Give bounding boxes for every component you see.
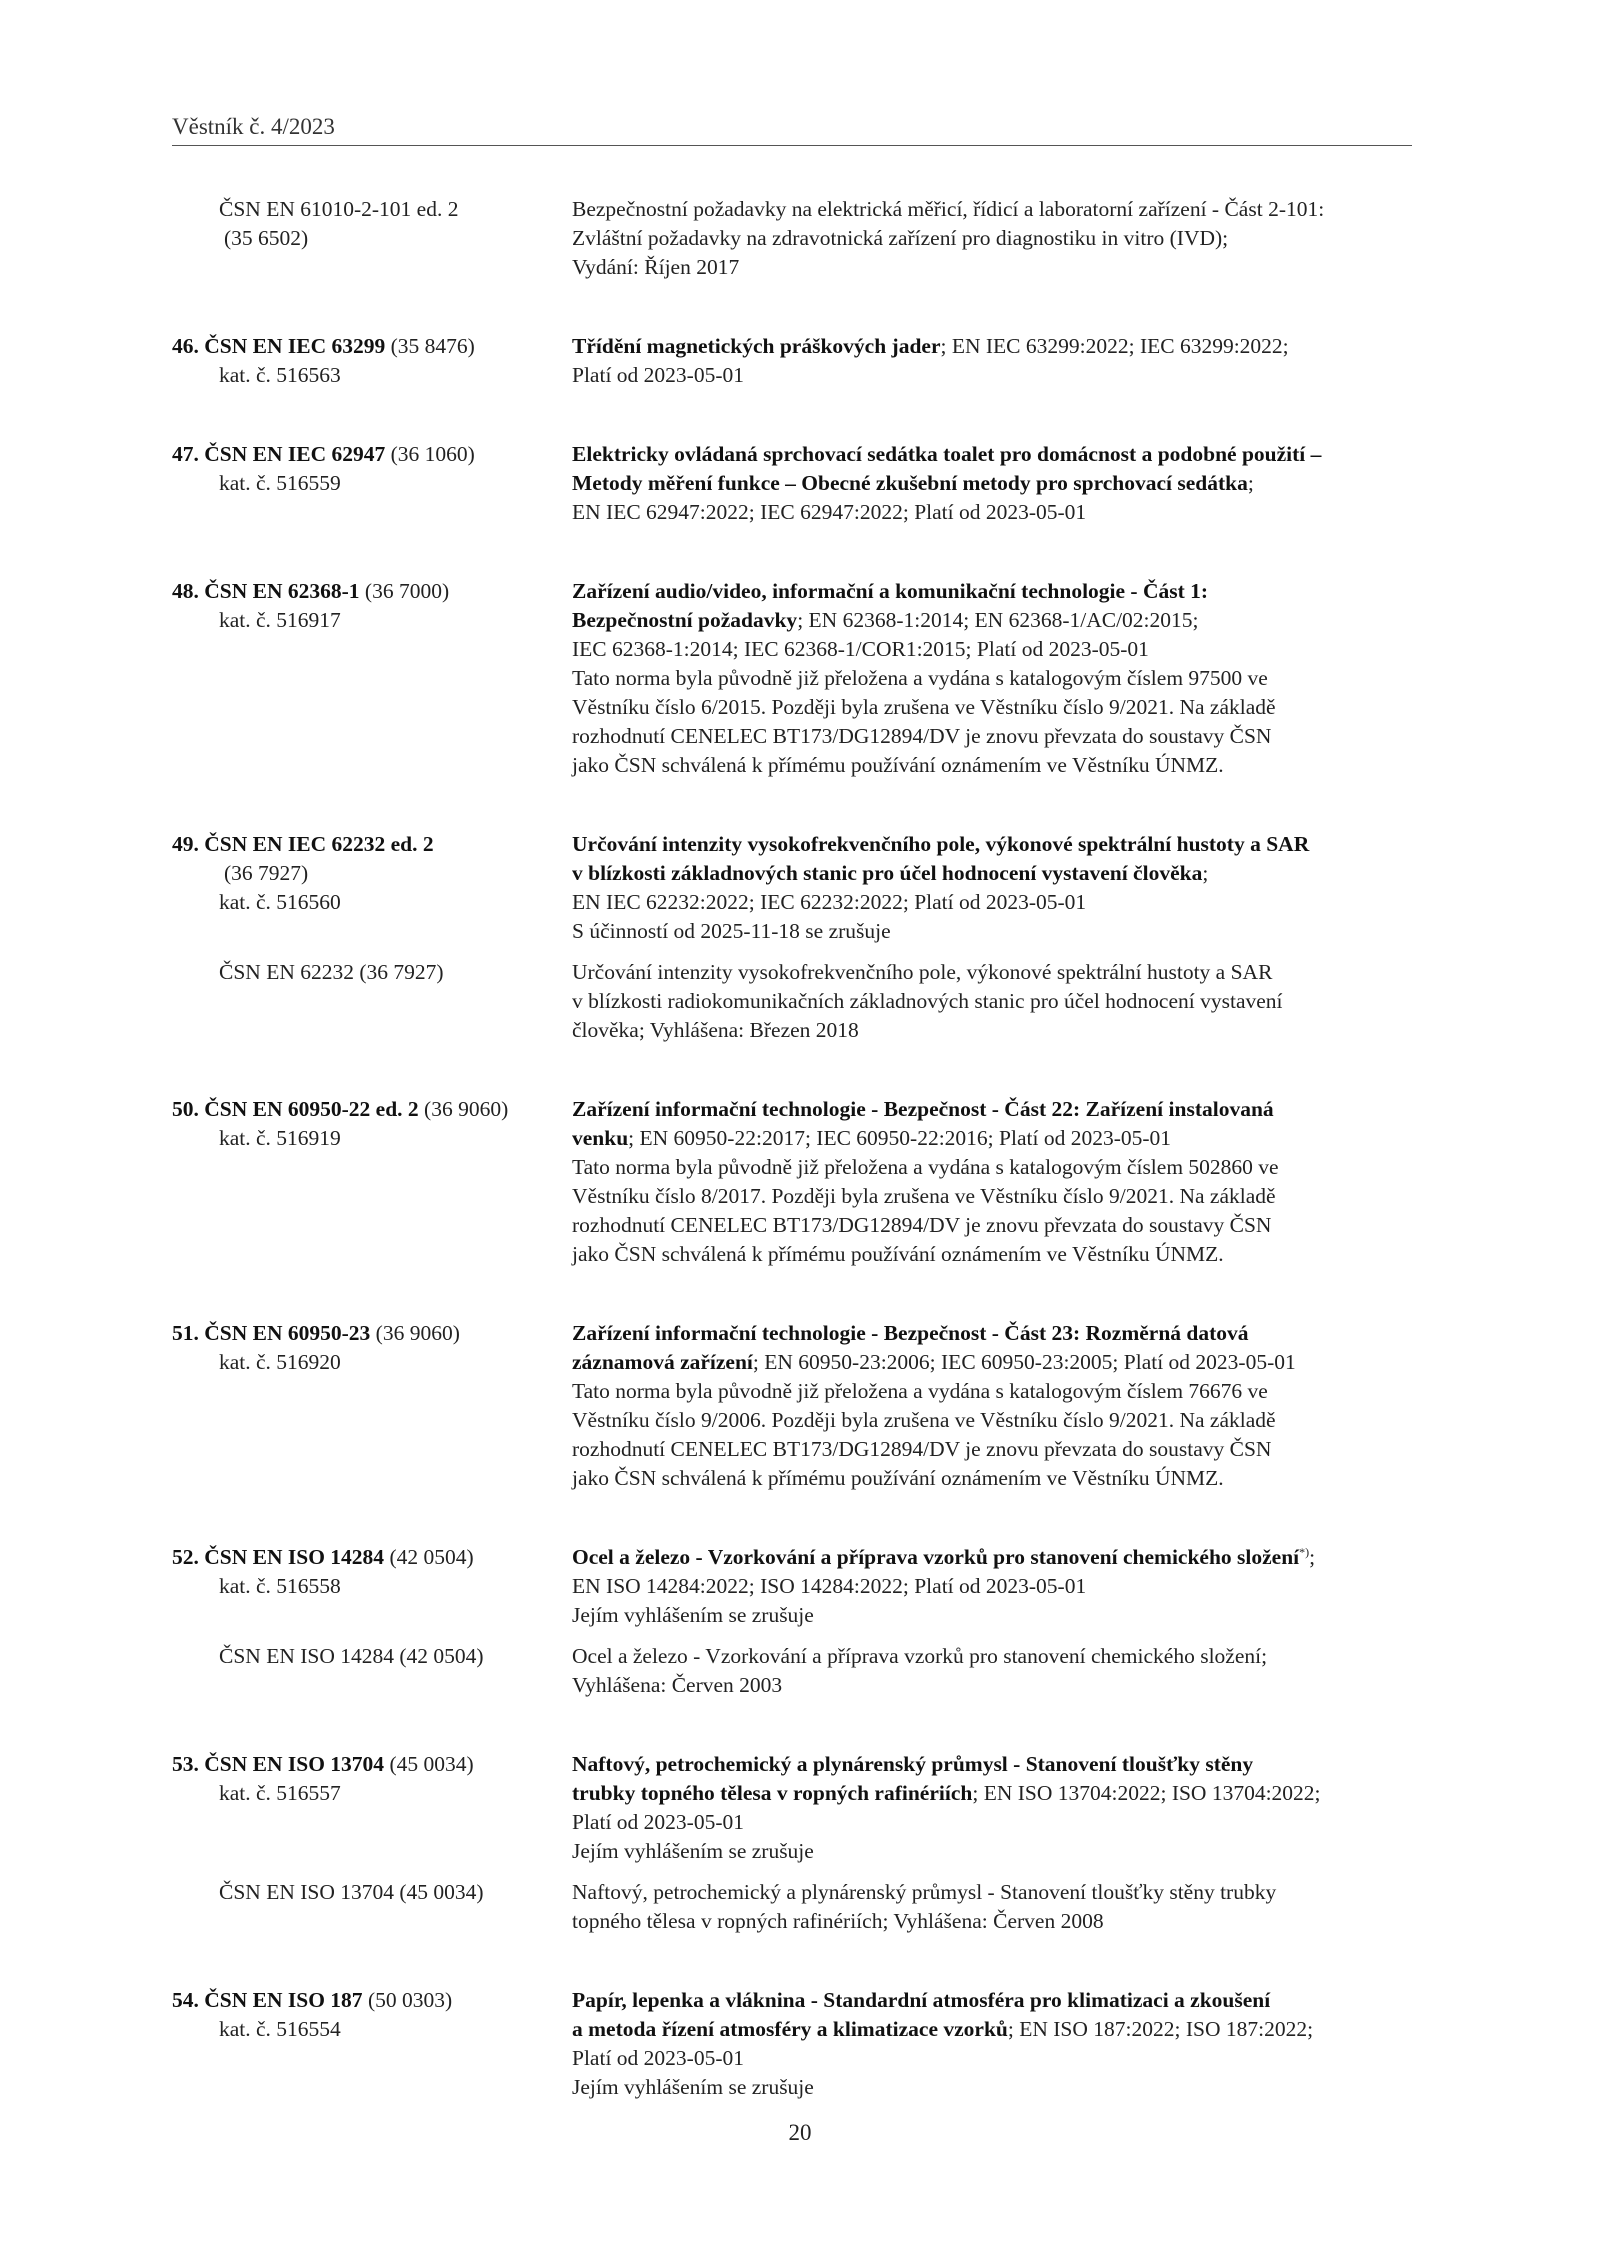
entry-number: 54. [172,1988,199,2012]
entry-number: 53. [172,1752,199,1776]
standard-code: ČSN EN 61010-2-101 ed. 2 [219,197,459,221]
standard-refs: ; EN 62368-1:2014; EN 62368-1/AC/02:2015; [797,608,1199,632]
standard-code: ČSN EN IEC 63299 [204,334,386,358]
note-text: Tato norma byla původně již přeložena a vydána s katalogovým číslem 502860 ve [572,1155,1279,1179]
standard-class: (35 6502) [224,226,309,250]
standard-class: (42 0504) [389,1545,474,1569]
standard-title: Zařízení informační technologie - Bezpečnost - Část 23: Rozměrná datová [572,1321,1249,1345]
standard-title: Třídění magnetických práškových jader [572,334,941,358]
standard-title: Bezpečnostní požadavky [572,608,798,632]
replaced-standard-title: v blízkosti radiokomunikačních základnových stanic pro účel hodnocení vystavení [572,989,1283,1013]
withdrawal-note: Jejím vyhlášením se zrušuje [572,1839,814,1863]
standard-class: (36 1060) [390,442,475,466]
standards-list [172,195,1422,2152]
replaced-standard-title: Naftový, petrochemický a plynárenský průmysl - Stanovení tloušťky stěny trubky [572,1880,1277,1904]
bulletin-title: Věstník č. 4/2023 [172,112,1412,146]
note-text: Věstníku číslo 9/2006. Později byla zrušena ve Věstníku číslo 9/2021. Na základě [572,1408,1276,1432]
standard-code: ČSN EN IEC 62947 [204,442,386,466]
entry-number: 47. [172,442,199,466]
standard-class: (36 7927) [224,861,309,885]
standard-refs: ; EN 60950-23:2006; IEC 60950-23:2005; Platí od 2023-05-01 [752,1350,1296,1374]
note-text: rozhodnutí CENELEC BT173/DG12894/DV je znovu převzata do soustavy ČSN [572,1213,1272,1237]
catalog-number: kat. č. 516554 [219,2017,341,2041]
withdrawal-note: S účinností od 2025-11-18 se zrušuje [572,919,891,943]
standard-title: Určování intenzity vysokofrekvenčního pole, výkonové spektrální hustoty a SAR [572,832,1310,856]
list-item [172,1319,1422,1493]
note-text: Věstníku číslo 8/2017. Později byla zrušena ve Věstníku číslo 9/2021. Na základě [572,1184,1276,1208]
valid-from: Platí od 2023-05-01 [572,1810,744,1834]
standard-title: Naftový, petrochemický a plynárenský průmysl - Stanovení tloušťky stěny [572,1752,1254,1776]
standard-code: ČSN EN ISO 13704 [204,1752,385,1776]
valid-from: Platí od 2023-05-01 [572,363,744,387]
standard-title: Zařízení informační technologie - Bezpečnost - Část 22: Zařízení instalovaná [572,1097,1274,1121]
standard-refs: ; [1247,471,1254,495]
list-item [172,1095,1422,1269]
standard-class: (35 8476) [390,334,475,358]
standard-refs: ; EN 60950-22:2017; IEC 60950-22:2016; Platí od 2023-05-01 [628,1126,1172,1150]
standard-title: Ocel a železo - Vzorkování a příprava vzorků pro stanovení chemického složení [572,1545,1300,1569]
catalog-number: kat. č. 516919 [219,1126,341,1150]
standard-refs: ; EN ISO 13704:2022; ISO 13704:2022; [972,1781,1321,1805]
note-text: jako ČSN schválená k přímému používání oznámením ve Věstníku ÚNMZ. [572,1466,1224,1490]
standard-title: Zvláštní požadavky na zdravotnická zařízení pro diagnostiku in vitro (IVD); [572,226,1229,250]
standard-class: (50 0303) [367,1988,453,2012]
standard-title: Metody měření funkce – Obecné zkušební metody pro sprchovací sedátka [572,471,1248,495]
replaced-standard-title: Ocel a železo - Vzorkování a příprava vzorků pro stanovení chemického složení; [572,1644,1268,1668]
catalog-number: kat. č. 516563 [219,363,341,387]
list-item [172,1750,1422,1936]
standard-code: ČSN EN 62368-1 [204,579,360,603]
standard-title: záznamová zařízení [572,1350,753,1374]
standard-class: (36 9060) [375,1321,460,1345]
standard-title: Elektricky ovládaná sprchovací sedátka toalet pro domácnost a podobné použití – [572,442,1322,466]
withdrawal-note: Jejím vyhlášením se zrušuje [572,1603,814,1627]
replaced-standard-title: topného tělesa v ropných rafinériích; Vyhlášena: Červen 2008 [572,1909,1104,1933]
standard-title: v blízkosti základnových stanic pro účel hodnocení vystavení člověka [572,861,1203,885]
valid-from: Platí od 2023-05-01 [572,2046,744,2070]
standard-refs: IEC 62368-1:2014; IEC 62368-1/COR1:2015; Platí od 2023-05-01 [572,637,1149,661]
standard-code: ČSN EN 60950-22 ed. 2 [204,1097,419,1121]
standard-code: ČSN EN 60950-23 [204,1321,371,1345]
catalog-number: kat. č. 516558 [219,1574,341,1598]
entry-number: 52. [172,1545,199,1569]
list-item [172,577,1422,780]
standard-refs: EN ISO 14284:2022; ISO 14284:2022; Platí od 2023-05-01 [572,1574,1087,1598]
standard-refs: ; [1309,1545,1316,1569]
standard-refs: EN IEC 62947:2022; IEC 62947:2022; Platí od 2023-05-01 [572,500,1087,524]
standard-issue: Vydání: Říjen 2017 [572,255,740,279]
list-item [172,195,1422,282]
list-item [172,332,1422,390]
standard-code: ČSN EN ISO 187 [204,1988,363,2012]
standard-code: ČSN EN IEC 62232 ed. 2 [204,832,434,856]
note-text: jako ČSN schválená k přímému používání oznámením ve Věstníku ÚNMZ. [572,1242,1224,1266]
entry-number: 49. [172,832,199,856]
standard-class: (36 9060) [424,1097,509,1121]
withdrawal-note: Jejím vyhlášením se zrušuje [572,2075,814,2099]
note-text: Tato norma byla původně již přeložena a vydána s katalogovým číslem 76676 ve [572,1379,1268,1403]
replaced-standard-code: ČSN EN ISO 13704 (45 0034) [219,1880,484,1904]
note-text: rozhodnutí CENELEC BT173/DG12894/DV je znovu převzata do soustavy ČSN [572,1437,1272,1461]
standard-title: Papír, lepenka a vláknina - Standardní atmosféra pro klimatizaci a zkoušení [572,1988,1271,2012]
list-item [172,1986,1422,2102]
replaced-standard-title: Určování intenzity vysokofrekvenčního pole, výkonové spektrální hustoty a SAR [572,960,1273,984]
note-text: Tato norma byla původně již přeložena a vydána s katalogovým číslem 97500 ve [572,666,1268,690]
catalog-number: kat. č. 516557 [219,1781,341,1805]
replaced-standard-code: ČSN EN 62232 (36 7927) [219,960,444,984]
list-item [172,1543,1422,1700]
standard-title: Bezpečnostní požadavky na elektrická měřicí, řídicí a laboratorní zařízení - Část 2-101: [572,197,1325,221]
standard-class: (36 7000) [364,579,450,603]
page-number: 20 [788,2120,812,2145]
replaced-standard-code: ČSN EN ISO 14284 (42 0504) [219,1644,484,1668]
page-header [172,112,1412,146]
catalog-number: kat. č. 516917 [219,608,341,632]
standard-title: trubky topného tělesa v ropných rafinériích [572,1781,973,1805]
list-item [172,440,1422,527]
standard-refs: ; EN IEC 63299:2022; IEC 63299:2022; [940,334,1289,358]
standard-refs: ; EN ISO 187:2022; ISO 187:2022; [1007,2017,1314,2041]
note-text: jako ČSN schválená k přímému používání oznámením ve Věstníku ÚNMZ. [572,753,1224,777]
entry-number: 51. [172,1321,199,1345]
standard-refs: ; [1202,861,1209,885]
note-text: Věstníku číslo 6/2015. Později byla zrušena ve Věstníku číslo 9/2021. Na základě [572,695,1276,719]
replaced-standard-title: Vyhlášena: Červen 2003 [572,1673,783,1697]
catalog-number: kat. č. 516920 [219,1350,341,1374]
entry-number: 46. [172,334,199,358]
footnote-marker: *) [1299,1544,1310,1559]
catalog-number: kat. č. 516559 [219,471,341,495]
replaced-standard-title: člověka; Vyhlášena: Březen 2018 [572,1018,859,1042]
list-item [172,830,1422,1045]
standard-title: Zařízení audio/video, informační a komunikační technologie - Část 1: [572,579,1209,603]
entry-number: 48. [172,579,199,603]
note-text: rozhodnutí CENELEC BT173/DG12894/DV je znovu převzata do soustavy ČSN [572,724,1272,748]
standard-title: a metoda řízení atmosféry a klimatizace vzorků [572,2017,1008,2041]
standard-refs: EN IEC 62232:2022; IEC 62232:2022; Platí od 2023-05-01 [572,890,1087,914]
standard-title: venku [572,1126,629,1150]
standard-class: (45 0034) [389,1752,474,1776]
entry-number: 50. [172,1097,199,1121]
catalog-number: kat. č. 516560 [219,890,341,914]
standard-code: ČSN EN ISO 14284 [204,1545,385,1569]
